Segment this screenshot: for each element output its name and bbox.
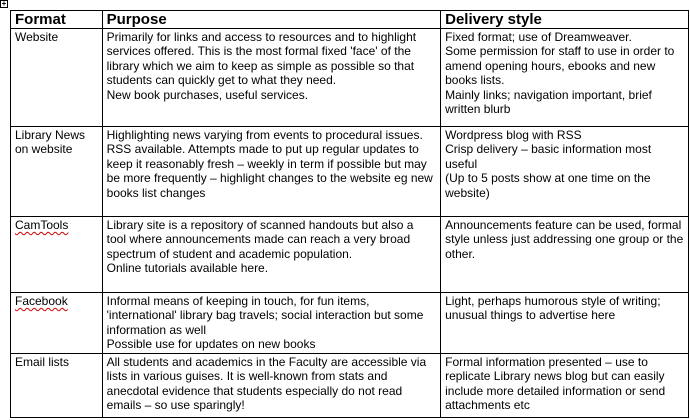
delivery-paragraph: Fixed format; use of Dreamweaver. (445, 30, 632, 44)
purpose-paragraph: Library site is a repository of scanned handouts but also a tool where announcements made can reach a very broad spectrum of student and academic population. (106, 218, 414, 261)
table-row (11, 354, 689, 418)
purpose-paragraph: All students and academics in the Faculty are accessible via lists in various guises. It is well-known from stats and anecdotal evidence that students especially do not read emails – so use sparingly! (106, 355, 427, 413)
delivery-paragraph: (Up to 5 posts show at one time on the website) (445, 171, 651, 200)
header-purpose: Purpose (102, 11, 440, 29)
cell-delivery-style (441, 293, 689, 354)
cell-delivery-style (441, 217, 689, 293)
header-delivery-style: Delivery style (441, 11, 689, 29)
cell-delivery-style (441, 127, 689, 217)
cell-purpose (102, 293, 440, 354)
delivery-paragraph: Announcements feature can be used, formal style unless just addressing one group or the other. (445, 218, 684, 261)
format-text: CamTools (15, 218, 69, 232)
cell-delivery-style (441, 354, 689, 418)
cell-format (11, 217, 103, 293)
delivery-paragraph: Light, perhaps humorous style of writing; unusual things to advertise here (445, 294, 661, 323)
purpose-paragraph: Online tutorials available here. (106, 261, 269, 276)
cell-delivery-style (441, 29, 689, 127)
format-text: Facebook (15, 294, 68, 308)
table-row (11, 293, 689, 354)
cell-format (11, 293, 103, 354)
format-text: Email lists (15, 355, 70, 369)
cell-format (11, 29, 103, 127)
delivery-paragraph: Some permission for staff to use in order to amend opening hours, ebooks and new books lists. (445, 44, 675, 88)
purpose-paragraph: New book purchases, useful services. (106, 87, 309, 102)
table-move-handle-icon[interactable] (0, 0, 8, 8)
purpose-paragraph: Primarily for links and access to resources and to highlight services offered. This is the most formal fixed 'face' of the library which we aim to keep as simple as possible so that students can quickly get to what they need. (106, 30, 417, 88)
format-text: Library News on website (15, 128, 86, 157)
cell-format (11, 354, 103, 418)
cell-purpose (102, 127, 440, 217)
header-format: Format (11, 11, 103, 29)
table-row (11, 217, 689, 293)
delivery-paragraph: Mainly links; navigation important, brief written blurb (445, 87, 652, 117)
purpose-paragraph: Highlighting news varying from events to procedural issues. RSS available. Attempts made to put up regular updates to keep it reasonably fresh – weekly in term if possible but may be more frequently – highlight changes to the website eg new books list changes (106, 128, 433, 200)
cell-purpose (102, 217, 440, 293)
format-text: Website (15, 30, 59, 44)
cell-purpose (102, 354, 440, 418)
content-table (10, 10, 689, 418)
purpose-paragraph: Possible use for updates on new books (106, 337, 316, 352)
delivery-paragraph: Crisp delivery – basic information most useful (445, 142, 652, 171)
header-row (11, 11, 689, 29)
cell-purpose (102, 29, 440, 127)
table-row (11, 29, 689, 127)
delivery-paragraph: Wordpress blog with RSS (445, 128, 582, 142)
delivery-paragraph: Formal information presented – use to replicate Library news blog but can easily include more detailed information or send attachments etc (445, 355, 666, 413)
cell-format (11, 127, 103, 217)
purpose-paragraph: Informal means of keeping in touch, for fun items, 'international' library bag travels; social interaction but some information as well (106, 294, 424, 337)
table-row (11, 127, 689, 217)
